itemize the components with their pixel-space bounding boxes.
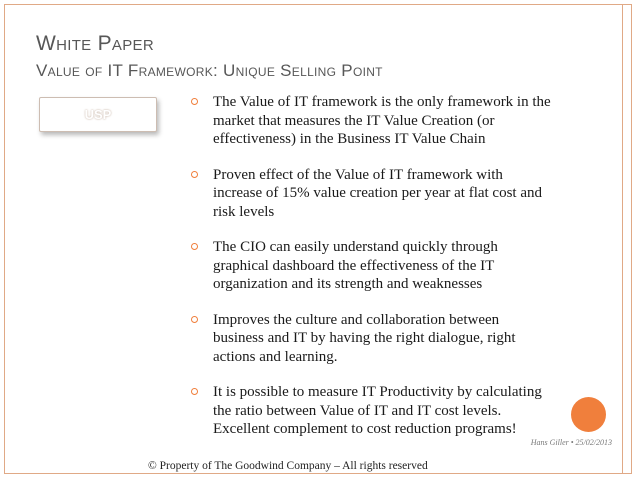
- circle-bullet-icon: [191, 171, 198, 178]
- frame-right-rule: [622, 4, 623, 474]
- bullet-item: [184, 93, 552, 149]
- title-line-2: Value of IT Framework: Unique Selling Point: [36, 61, 383, 80]
- circle-bullet-icon: [191, 98, 198, 105]
- bullet-text: It is possible to measure IT Productivity by calculating the ratio between Value of IT and IT cost levels. Excellent complement to cost reduction programs!: [213, 384, 542, 437]
- bullet-text: Proven effect of the Value of IT framework with increase of 15% value creation per year at flat cost and risk levels: [213, 166, 543, 220]
- circle-bullet-icon: [191, 243, 198, 250]
- bullet-item: [184, 166, 552, 222]
- bullet-text: Improves the culture and collaboration between business and IT by having the right dialogue, right actions and learning.: [213, 311, 516, 365]
- title-line-1: White Paper: [36, 32, 154, 55]
- author-date: Hans Giller • 25/02/2013: [530, 438, 612, 447]
- usp-box: [39, 97, 157, 132]
- bullet-item: [184, 383, 552, 439]
- bullet-item: [184, 311, 552, 367]
- circle-bullet-icon: [191, 316, 198, 323]
- bullet-item: [184, 238, 552, 294]
- bullet-text: The Value of IT framework is the only framework in the market that measures the IT Value Creation (or effectiveness) in the Business IT Value Chain: [213, 94, 551, 147]
- circle-bullet-icon: [191, 388, 198, 395]
- copyright-footer: © Property of The Goodwind Company – All rights reserved: [148, 460, 428, 472]
- bullet-text: The CIO can easily understand quickly through graphical dashboard the effectiveness of the IT organization and its strength and weaknesses: [213, 239, 498, 292]
- slide-title: [36, 30, 596, 84]
- orange-circle-decoration: [571, 397, 606, 432]
- usp-label: USP: [84, 107, 112, 122]
- bullet-list: [184, 93, 552, 439]
